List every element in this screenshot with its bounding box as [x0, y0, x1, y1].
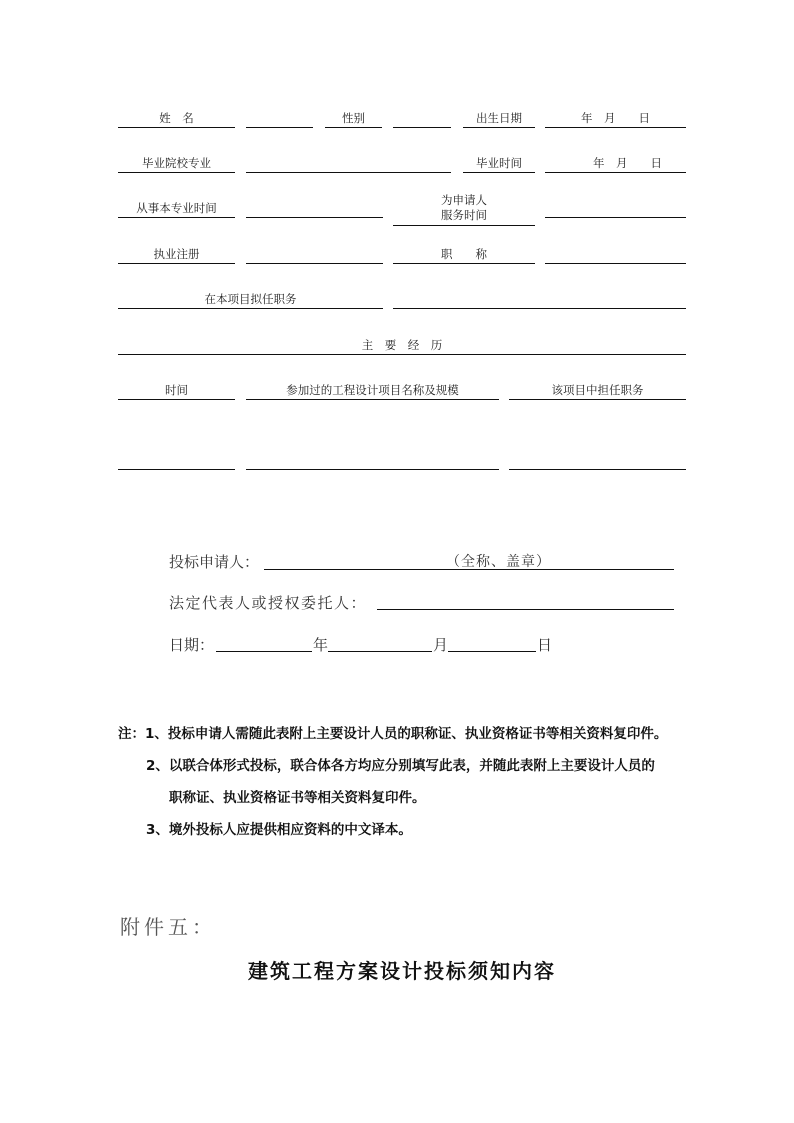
note-1: 注：1、投标申请人需随此表附上主要设计人员的职称证、执业资格证书等相关资料复印件。: [118, 726, 668, 742]
appendix-label: 附件五：: [120, 915, 216, 939]
day-label: 日: [537, 636, 553, 654]
date-label: 日期：: [169, 636, 215, 654]
service-time-field[interactable]: [545, 201, 686, 218]
school-major-label: 毕业院校专业: [118, 156, 235, 173]
birth-date-field[interactable]: 年 月 日: [545, 111, 686, 128]
birth-date-label: 出生日期: [463, 111, 535, 128]
registration-field[interactable]: [246, 247, 383, 264]
service-time-label: [393, 193, 535, 226]
gender-field[interactable]: [393, 111, 451, 128]
graduation-time-label: 毕业时间: [463, 156, 535, 173]
applicant-label: 投标申请人：: [169, 553, 260, 571]
duty-entry-field[interactable]: [509, 453, 686, 470]
experience-heading: 主 要 经 历: [118, 338, 686, 355]
project-column-header: 参加过的工程设计项目名称及规模: [246, 383, 499, 400]
applicant-hint: （全称、盖章）: [446, 554, 551, 570]
years-in-profession-field[interactable]: [246, 201, 383, 218]
gender-label: 性别: [325, 111, 382, 128]
note-3: 3、境外投标人应提供相应资料的中文译本。: [146, 822, 412, 838]
title-label: 职 称: [393, 247, 535, 264]
proposed-role-field[interactable]: [393, 292, 686, 309]
service-time-label-line2: 服务时间: [441, 208, 487, 222]
year-label: 年: [313, 636, 329, 654]
month-label: 月: [433, 636, 449, 654]
project-entry-field[interactable]: [246, 453, 499, 470]
appendix-title: 建筑工程方案设计投标须知内容: [248, 959, 556, 983]
title-field[interactable]: [545, 247, 686, 264]
representative-field[interactable]: [377, 609, 674, 610]
name-label: 姓 名: [118, 111, 235, 128]
time-column-header: 时间: [118, 383, 235, 400]
time-entry-field[interactable]: [118, 453, 235, 470]
representative-label: 法定代表人或授权委托人：: [169, 594, 368, 612]
proposed-role-label: 在本项目拟任职务: [118, 292, 383, 309]
years-in-profession-label: 从事本专业时间: [118, 201, 235, 218]
duty-column-header: 该项目中担任职务: [509, 383, 686, 400]
name-field[interactable]: [246, 111, 313, 128]
date-year-field[interactable]: [216, 651, 312, 652]
date-day-field[interactable]: [448, 651, 536, 652]
note-2: 2、以联合体形式投标，联合体各方均应分别填写此表，并随此表附上主要设计人员的: [146, 758, 655, 774]
date-month-field[interactable]: [328, 651, 432, 652]
school-major-field[interactable]: [246, 156, 451, 173]
registration-label: 执业注册: [118, 247, 235, 264]
graduation-time-field[interactable]: 年 月 日: [545, 156, 686, 173]
service-time-label-line1: 为申请人: [441, 193, 487, 207]
note-2-continued: 职称证、执业资格证书等相关资料复印件。: [169, 790, 426, 806]
